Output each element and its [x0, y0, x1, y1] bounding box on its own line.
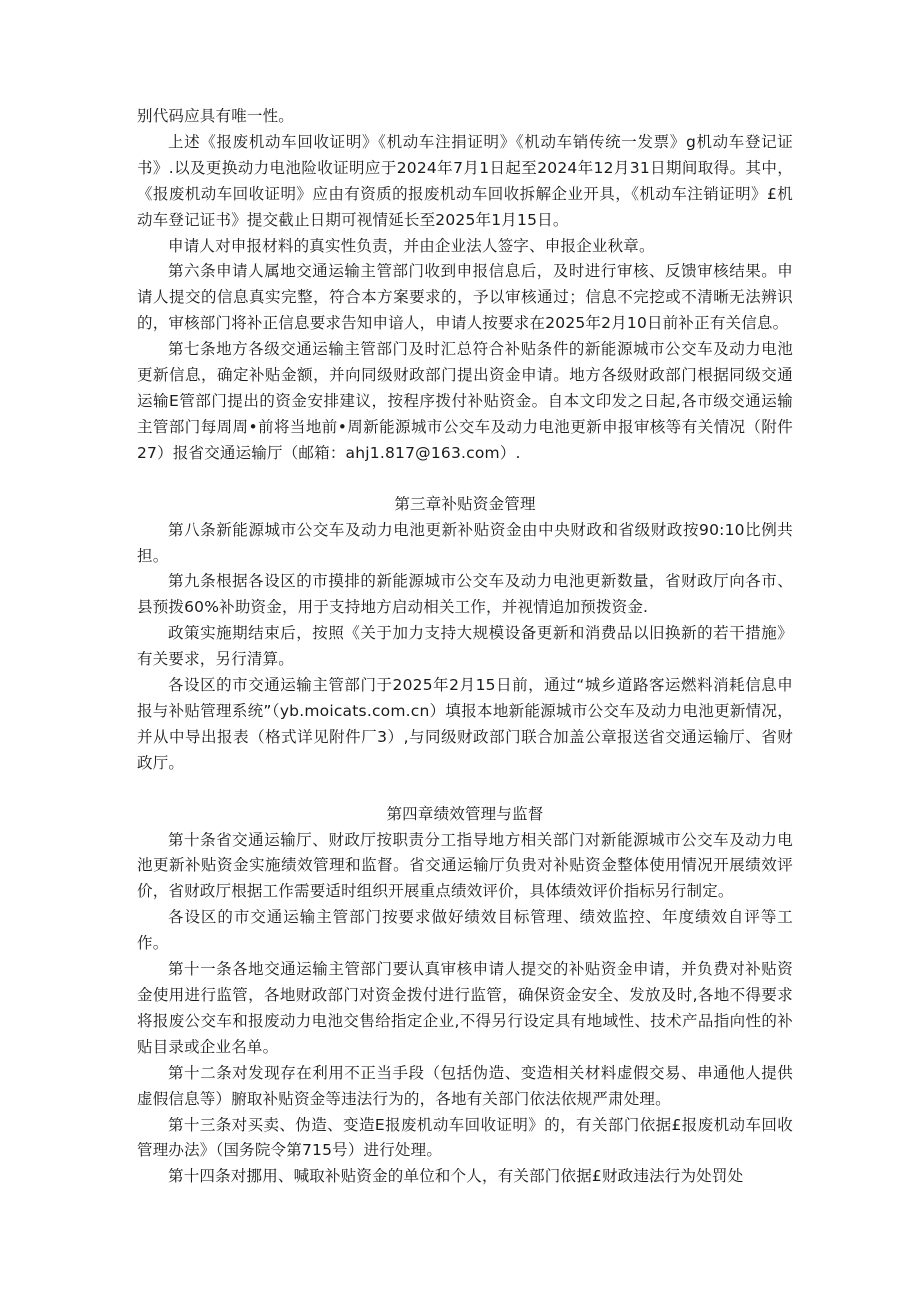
paragraph-article-7: 第七条地方各级交通运输主管部门及时汇总符合补贴条件的新能源城市公交车及动力电池更新信息，确定补贴金额，并向同级财政部门提出资金申请。地方各级财政部门根据同级交通运输E管部门提出的资金安排建议，按程序拨付补贴资金。自本文印发之日起,各市级交通运输主管部门每周周•前将当地前•周新能源城市公交车及动力电池更新申报审核等有关情况（附件27）报省交通运输厅（邮箱：ahj1.817@163.com）. — [137, 340, 793, 462]
paragraph-article-12: 第十二条对发现存在利用不正当手段（包括伪造、变造相关材料虚假交易、串通他人提供虚假信息等）腑取补贴资金等违法行为的，各地有关部门依法依规严肃处理。 — [137, 1063, 793, 1108]
paragraph-article-9: 第九条根据各设区的市摸排的新能源城市公交车及动力电池更新数量，省财政厅向各市、县预拨60%补助资金，用于支持地方启动相关工作，并视情追加预拨资金. — [137, 572, 793, 617]
chapter-4-title: 第四章绩效管理与监督 — [386, 804, 544, 823]
document-page — [137, 104, 793, 1190]
paragraph-article-14: 第十四条对挪用、喊取补贴资金的单位和个人，有关部门依据£财政违法行为处罚处 — [168, 1167, 744, 1186]
paragraph-continuation: 别代码应具有唯一性。 — [137, 107, 295, 125]
paragraph-article-8: 第八条新能源城市公交车及动力电池更新补贴资金由中央财政和省级财政按90:10比例共担。 — [137, 520, 793, 565]
paragraph-certificate-dates: 上述《报废机动车回收证明》《机动车注捐证明》《机动车销传统一发票》g机动车登记证书》.以及更换动力电池险收证明应于2024年7月1日起至2024年12月31日期间取得。其中，《报废机动车回收证明》应由有资质的报废机动车回收拆解企业开具，《机动车注销证明》£机动车登记证书》提交截止日期可视情延长至2025年1月15日。 — [137, 132, 793, 229]
paragraph-reporting-system: 各设区的市交通运输主管部门于2025年2月15日前，通过“城乡道路客运燃料消耗信息申报与补贴管理系统”（yb.moicats.com.cn）填报本地新能源城市公交车及动力电池更新情况，并从中导出报表（格式详见附件厂3）,与同级财政部门联合加盖公章报送省交通运输厅、省财政厅。 — [137, 676, 793, 772]
paragraph-article-11: 第十一条各地交通运输主管部门要认真审核申请人提交的补贴资金申请，并负费对补贴资金使用进行监管，各地财政部门对资金拨付进行监管，确保资金安全、发放及时,各地不得要求将报废公交车和报废动力电池交售给指定企业,不得另行设定具有地域性、技术产品指向性的补贴目录或企业名单。 — [137, 960, 793, 1056]
paragraph-settlement: 政策实施期结束后，按照《关于加力支持大规模设备更新和消费品以旧换新的若干措施》有关要求，另行清算。 — [137, 624, 793, 669]
paragraph-article-13: 第十三条对买卖、伪造、变造E报废机动车回收证明》的，有关部门依据£报废机动车回收管理办法》（国务院令第715号）进行处理。 — [137, 1115, 793, 1160]
paragraph-article-6: 第六条申请人属地交通运输主管部门收到申报信息后，及时进行审核、反馈审核结果。申请人提交的信息真实完整，符合本方案要求的，予以审核通过；信息不完挖或不清晰无法辨识的，审核部门将补正信息要求告知申谙人，申请人按要求在2025年2月10日前补正有关信息。 — [137, 262, 793, 333]
chapter-3-title: 第三章补贴资金管理 — [394, 494, 536, 513]
paragraph-applicant-responsibility: 申请人对申报材料的真实性负责，并由企业法人签字、申报企业秋章。 — [168, 236, 655, 255]
paragraph-performance-tasks: 各设区的市交通运输主管部门按要求做好绩效目标管理、绩效监控、年度绩效自评等工作。 — [137, 908, 793, 953]
section-gap — [137, 777, 793, 802]
paragraph-article-10: 第十条省交通运输厅、财政厅按职责分工指导地方相关部门对新能源城市公交车及动力电池更新补贴资金实施绩效管理和监督。省交通运输厅负贵对补贴资金整体使用情况开展绩效评价，省财政厅根据工作需要适时组织开展重点绩效评价，具体绩效评价指标另行制定。 — [137, 830, 793, 901]
section-gap — [137, 467, 793, 492]
